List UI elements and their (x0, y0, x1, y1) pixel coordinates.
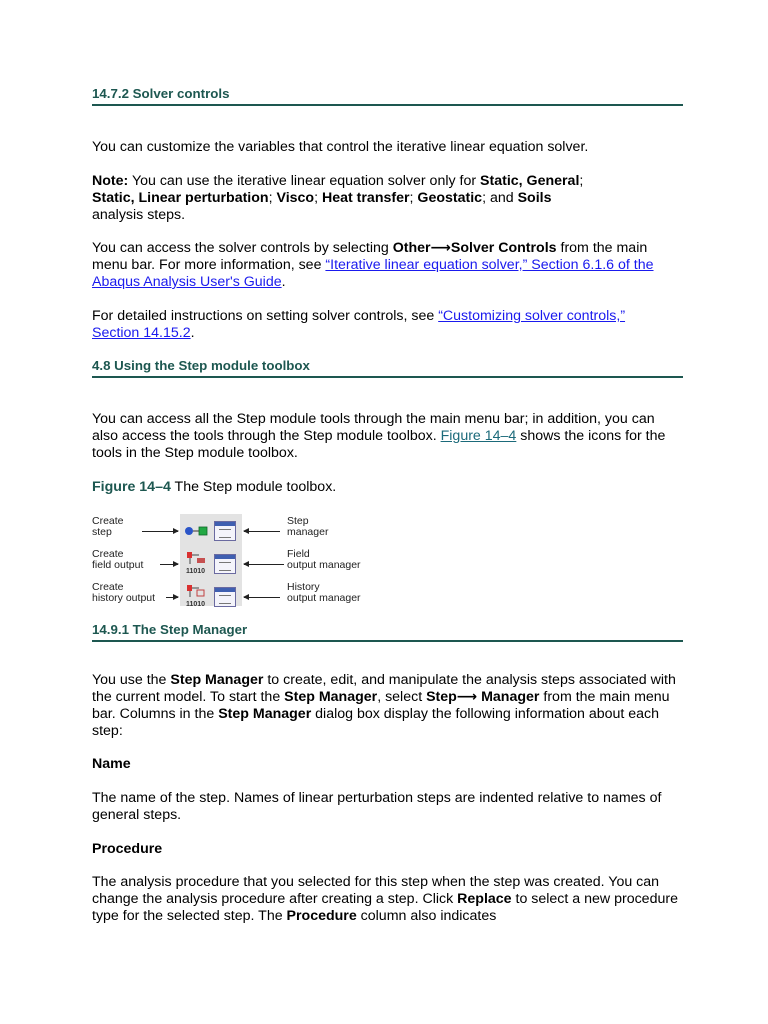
text: to select a new procedure type for the selected step. The (92, 891, 678, 924)
figure-caption (92, 479, 683, 496)
link-customizing-solver-controls[interactable]: “Customizing solver controls,” Section 14.15.2 (92, 308, 626, 341)
bold-term: Step Manager (284, 689, 378, 705)
label-line: Create (92, 581, 124, 593)
arrow-to-step-manager (244, 531, 280, 532)
label-field-output-manager (287, 549, 361, 571)
bold-term: Geostatic (417, 190, 483, 206)
menu-path: Other⟶Solver Controls (392, 240, 557, 256)
label-line: Step (287, 515, 309, 527)
bold-term: Visco (276, 190, 315, 206)
label-history-output-manager (287, 582, 361, 604)
text: . (281, 274, 286, 290)
text: column also indicates (356, 908, 497, 924)
label-line: Field (287, 548, 310, 560)
text: ; (268, 190, 277, 206)
arrow-to-create-history-output (166, 597, 178, 598)
procedure-heading (92, 841, 683, 858)
label-line: output manager (287, 559, 361, 571)
arrow-to-field-output-manager (244, 564, 284, 565)
detail-paragraph (92, 308, 632, 342)
step-manager-paragraph (92, 672, 683, 740)
label-create-step (92, 516, 124, 538)
label-line: step (92, 526, 112, 538)
text: ; (579, 173, 584, 189)
term-heading: Name (92, 756, 131, 772)
field-output-digits: 11010 (186, 568, 206, 575)
text: ; (314, 190, 322, 206)
section-heading-solver-controls: 14.7.2 Solver controls (92, 86, 683, 106)
bold-term: Replace (457, 891, 512, 907)
menu-path: Step⟶ Manager (426, 689, 540, 705)
text: from the main menu bar. Columns in the (92, 689, 670, 722)
arrow-to-create-step (142, 531, 178, 532)
text: The analysis procedure that you selected for this step when the step was created. You can change the analysis procedure after creating a step. Click (92, 874, 660, 907)
caption-text: The Step module toolbox. (170, 479, 337, 495)
create-step-icon (184, 524, 208, 538)
section-heading-step-manager: 14.9.1 The Step Manager (92, 622, 683, 642)
text: ; (409, 190, 418, 206)
text: For detailed instructions on setting solver controls, see (92, 308, 439, 324)
label-line: manager (287, 526, 329, 538)
note-paragraph (92, 173, 592, 224)
name-heading (92, 756, 683, 773)
bold-term: Soils (517, 190, 552, 206)
field-output-manager-icon (214, 554, 236, 574)
label-create-field-output (92, 549, 143, 571)
term-heading: Procedure (92, 841, 163, 857)
toolbox-paragraph (92, 411, 683, 462)
name-description: The name of the step. Names of linear perturbation steps are indented relative to names of general steps. (92, 790, 662, 823)
label-create-history-output (92, 582, 155, 604)
label-line: field output (92, 559, 144, 571)
section-heading-step-toolbox: 4.8 Using the Step module toolbox (92, 358, 683, 378)
link-iterative-solver[interactable]: “Iterative linear equation solver,” Section 6.1.6 of the Abaqus Analysis User's Guide (92, 257, 654, 290)
text: You can access the solver controls by selecting (92, 240, 393, 256)
text: from the main menu bar. For more information, see (92, 240, 648, 273)
label-line: Create (92, 548, 124, 560)
label-line: Create (92, 515, 124, 527)
label-line: history output (92, 592, 156, 604)
step-toolbox-figure (92, 512, 368, 608)
bold-term: Step Manager (218, 706, 312, 722)
bold-term: Heat transfer (321, 190, 410, 206)
text: shows the icons for the tools in the Step module toolbox. (92, 428, 666, 461)
text: analysis steps. (92, 207, 186, 223)
arrow-to-create-field-output (160, 564, 178, 565)
text: You can access all the Step module tools through the main menu bar; in addition, you can also access the tools through the Step module toolbox. (92, 411, 655, 444)
bold-term: Static, Linear perturbation (92, 190, 269, 206)
note-label: Note: (92, 173, 129, 189)
history-output-manager-icon (214, 587, 236, 607)
paragraph-intro: You can customize the variables that control the iterative linear equation solver. (92, 139, 589, 155)
text: You can use the iterative linear equation solver only for (128, 173, 481, 189)
history-output-digits: 11010 (186, 601, 206, 608)
text: You use the (92, 672, 171, 688)
label-line: output manager (287, 592, 361, 604)
arrow-to-history-output-manager (244, 597, 280, 598)
text: . (190, 325, 195, 341)
bold-term: Step Manager (170, 672, 264, 688)
access-paragraph (92, 240, 683, 291)
text: dialog box display the following information about each step: (92, 706, 660, 739)
text: ; and (482, 190, 518, 206)
procedure-description (92, 874, 683, 925)
figure-label: Figure 14–4 (92, 479, 171, 495)
step-manager-icon (214, 521, 236, 541)
bold-term: Static, General (480, 173, 580, 189)
link-figure-14-4[interactable]: Figure 14–4 (440, 428, 517, 444)
label-line: History (287, 581, 320, 593)
text: , select (377, 689, 427, 705)
bold-term: Procedure (286, 908, 357, 924)
text: to create, edit, and manipulate the analysis steps associated with the current model. To start the (92, 672, 676, 705)
label-step-manager (287, 516, 328, 538)
